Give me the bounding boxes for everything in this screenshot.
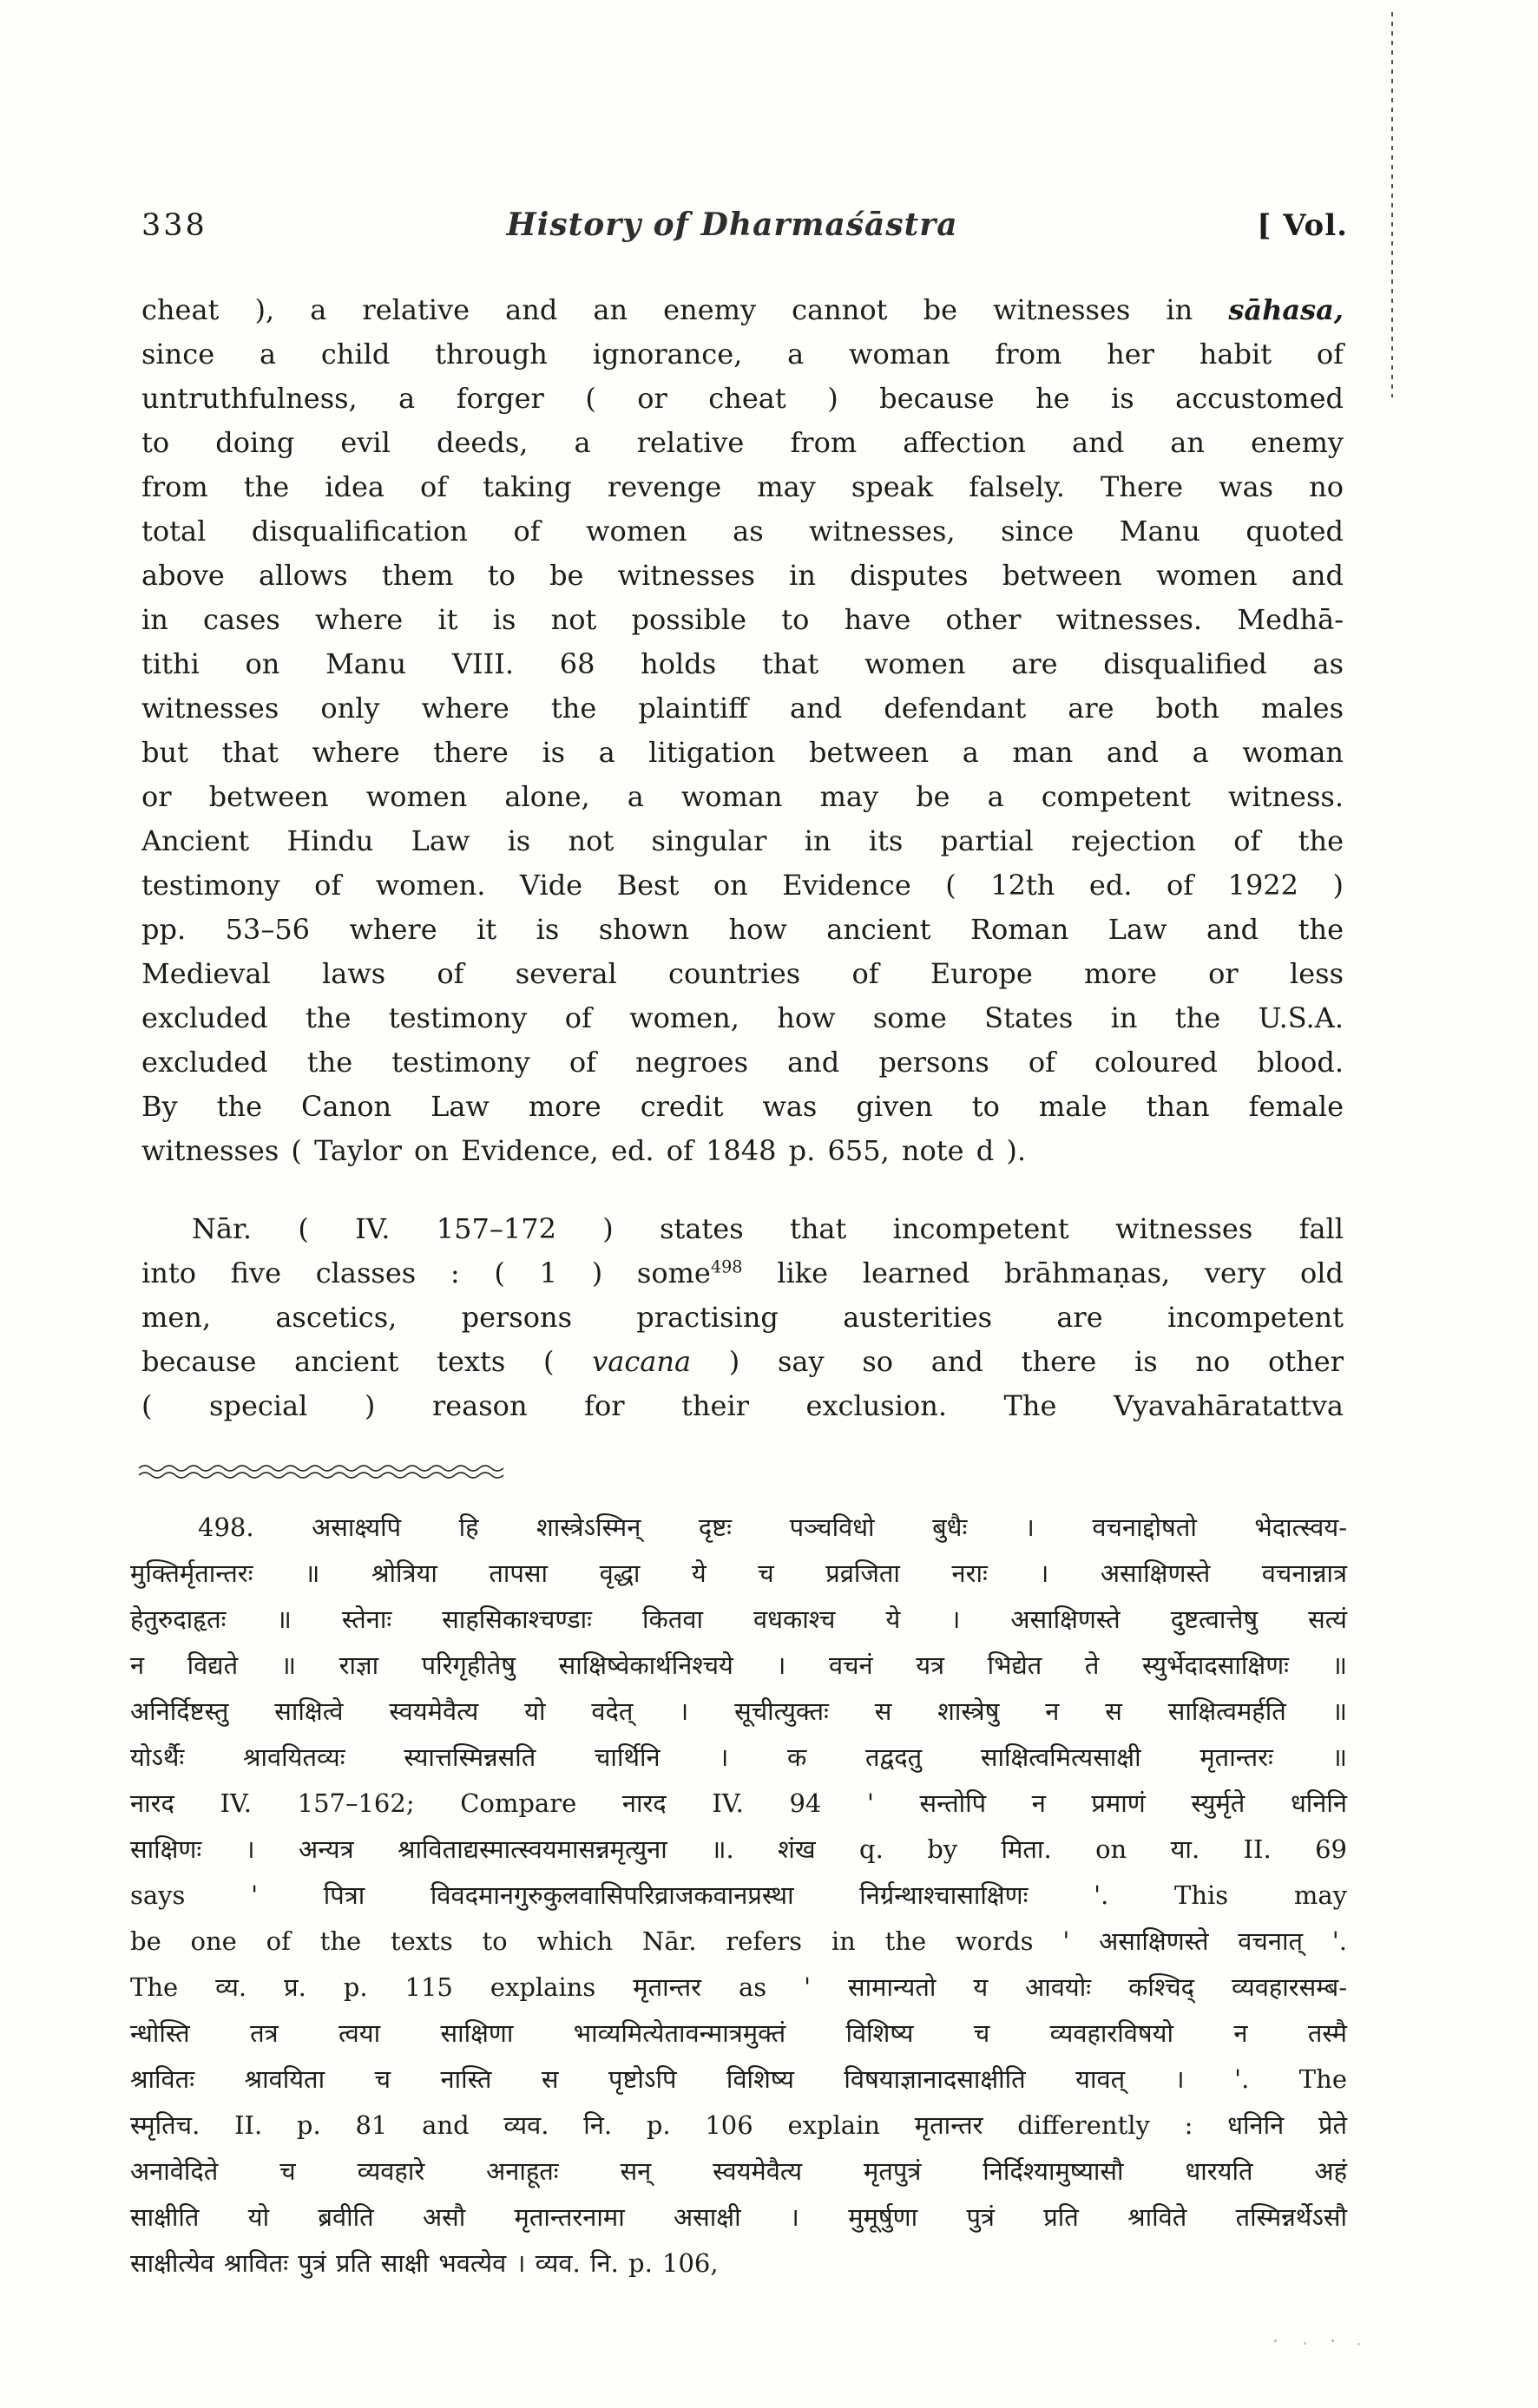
text-line: untruthfulness, a forger ( or cheat ) because he is accustomed [141, 382, 1344, 415]
text-line: 498. असाक्ष्यपि हि शास्त्रेऽस्मिन् दृष्टः पञ्चविधो बुधैः । वचनाद्दोषतो भेदात्स्वय- [198, 1512, 1347, 1542]
paragraph [130, 1505, 1347, 2287]
text-line: Nār. ( IV. 157–172 ) states that incompetent witnesses fall [192, 1212, 1344, 1245]
scan-noise-dots [1274, 2339, 1277, 2342]
text-line: above allows them to be witnesses in disputes between women and [141, 559, 1344, 592]
text-line: into five classes : ( 1 ) some$^{498}$ like learned brāhmaṇas, very old [141, 1256, 1344, 1289]
text-line: to doing evil deeds, a relative from affection and an enemy [141, 426, 1344, 459]
footnote-498 [130, 1505, 1347, 2287]
text-line: excluded the testimony of negroes and persons of coloured blood. [141, 1046, 1344, 1079]
text-line: ( special ) reason for their exclusion. The Vyavahāratattva [141, 1389, 1344, 1422]
text-line: cheat ), a relative and an enemy cannot be witnesses in sāhasa, [141, 293, 1344, 326]
text-line: Ancient Hindu Law is not singular in its partial rejection of the [141, 824, 1344, 857]
paragraph [141, 1207, 1344, 1428]
text-line: साक्षीति यो ब्रवीति असौ मृतान्तरनामा असाक्षी । मुमूर्षुणा पुत्रं प्रति श्राविते तस्मिन्नर्थेऽसौ [130, 2202, 1347, 2232]
text-line: says ' पित्रा विवदमानगुरुकुलवासिपरिव्राजकवानप्रस्था निर्ग्रन्थाश्चासाक्षिणः '. This may [130, 1880, 1347, 1910]
text-line: in cases where it is not possible to have other witnesses. Medhā- [141, 603, 1344, 636]
text-line: By the Canon Law more credit was given to male than female [141, 1090, 1344, 1123]
text-line: न विद्यते ॥ राज्ञा परिगृहीतेषु साक्षिष्वेकार्थनिश्चये । वचनं यत्र भिद्येत ते स्युर्भेदादसाक्षिणः ॥ [130, 1650, 1347, 1680]
text-line: The व्य. प्र. p. 115 explains मृतान्तर as ' सामान्यतो य आवयोः कश्चिद् व्यवहारसम्ब- [130, 1972, 1347, 2002]
body-text [141, 288, 1344, 1428]
paragraph [141, 288, 1344, 1173]
text-line: or between women alone, a woman may be a competent witness. [141, 780, 1344, 813]
text-line: साक्षिणः । अन्यत्र श्राविताद्यस्मात्स्वयमासन्नमृत्युना ॥. शंख q. by मिता. on या. II. 69 [130, 1834, 1347, 1864]
text-line: अनिर्दिष्टस्तु साक्षित्वे स्वयमेवैत्य यो वदेत् । सूचीत्युक्तः स शास्त्रेषु न स साक्षित्वमर्हति ॥ [130, 1696, 1347, 1726]
text-line: अनावेदिते च व्यवहारे अनाहूतः सन् स्वयमेवैत्य मृतपुत्रं निर्दिश्यामुष्यासौ धारयति अहं [130, 2156, 1347, 2186]
text-line: Medieval laws of several countries of Europe more or less [141, 957, 1344, 990]
text-line: because ancient texts ( vacana ) say so and there is no other [141, 1345, 1344, 1378]
text-line: be one of the texts to which Nār. refers in the words ' असाक्षिणस्ते वचनात् '. [130, 1926, 1347, 1956]
text-line: स्मृतिच. II. p. 81 and व्यव. नि. p. 106 explain मृतान्तर differently : धनिनि प्रेते [130, 2110, 1347, 2140]
text-line: since a child through ignorance, a woman from her habit of [141, 338, 1344, 371]
text-line: योऽर्थैः श्रावयितव्यः स्यात्तस्मिन्नसति चार्थिनि । क तद्वदतु साक्षित्वमित्यसाक्षी मृतान्तरः ॥ [130, 1742, 1347, 1772]
scan-artifact-line [1391, 12, 1393, 397]
text-line: श्रावितः श्रावयिता च नास्ति स पृष्टोऽपि विशिष्य विषयाज्ञानादसाक्षीति यावत् । '. The [130, 2064, 1347, 2094]
text-line: मुक्तिर्मृतान्तरः ॥ श्रोत्रिया तापसा वृद्धा ये च प्रव्रजिता नराः । असाक्षिणस्ते वचनान्नात्र [130, 1558, 1347, 1588]
page-header [141, 207, 1348, 243]
page-number: 338 [141, 208, 207, 243]
text-line: but that where there is a litigation between a man and a woman [141, 736, 1344, 769]
text-line: न्धोस्ति तत्र त्वया साक्षिणा भाव्यमित्येतावन्मात्रमुक्तं विशिष्य च व्यवहारविषयो न तस्मै [130, 2018, 1347, 2048]
text-line: men, ascetics, persons practising austerities are incompetent [141, 1301, 1344, 1334]
footnote-separator-squiggle [137, 1463, 512, 1486]
text-line: from the idea of taking revenge may speak falsely. There was no [141, 470, 1344, 503]
text-line: tithi on Manu VIII. 68 holds that women are disqualified as [141, 647, 1344, 680]
text-line: नारद IV. 157–162; Compare नारद IV. 94 ' सन्तोपि न प्रमाणं स्युर्मृते धनिनि [130, 1788, 1347, 1818]
text-line: witnesses only where the plaintiff and defendant are both males [141, 692, 1344, 725]
text-line: pp. 53–56 where it is shown how ancient Roman Law and the [141, 913, 1344, 946]
text-line: साक्षीत्येव श्रावितः पुत्रं प्रति साक्षी भवत्येव । व्यव. नि. p. 106, [130, 2248, 719, 2278]
text-line: witnesses ( Taylor on Evidence, ed. of 1848 p. 655, note d ). [141, 1134, 1027, 1167]
text-line: excluded the testimony of women, how some States in the U.S.A. [141, 1001, 1344, 1034]
text-line: testimony of women. Vide Best on Evidence ( 12th ed. of 1922 ) [141, 869, 1344, 902]
volume-label: [ Vol. [1257, 208, 1348, 243]
page-title: History of Dharmaśāstra [506, 207, 958, 243]
text-line: total disqualification of women as witnesses, since Manu quoted [141, 515, 1344, 548]
text-line: हेतुरुदाहृतः ॥ स्तेनाः साहसिकाश्चण्डाः कितवा वधकाश्च ये । असाक्षिणस्ते दुष्टत्वात्तेषु सत्यं [130, 1604, 1347, 1634]
